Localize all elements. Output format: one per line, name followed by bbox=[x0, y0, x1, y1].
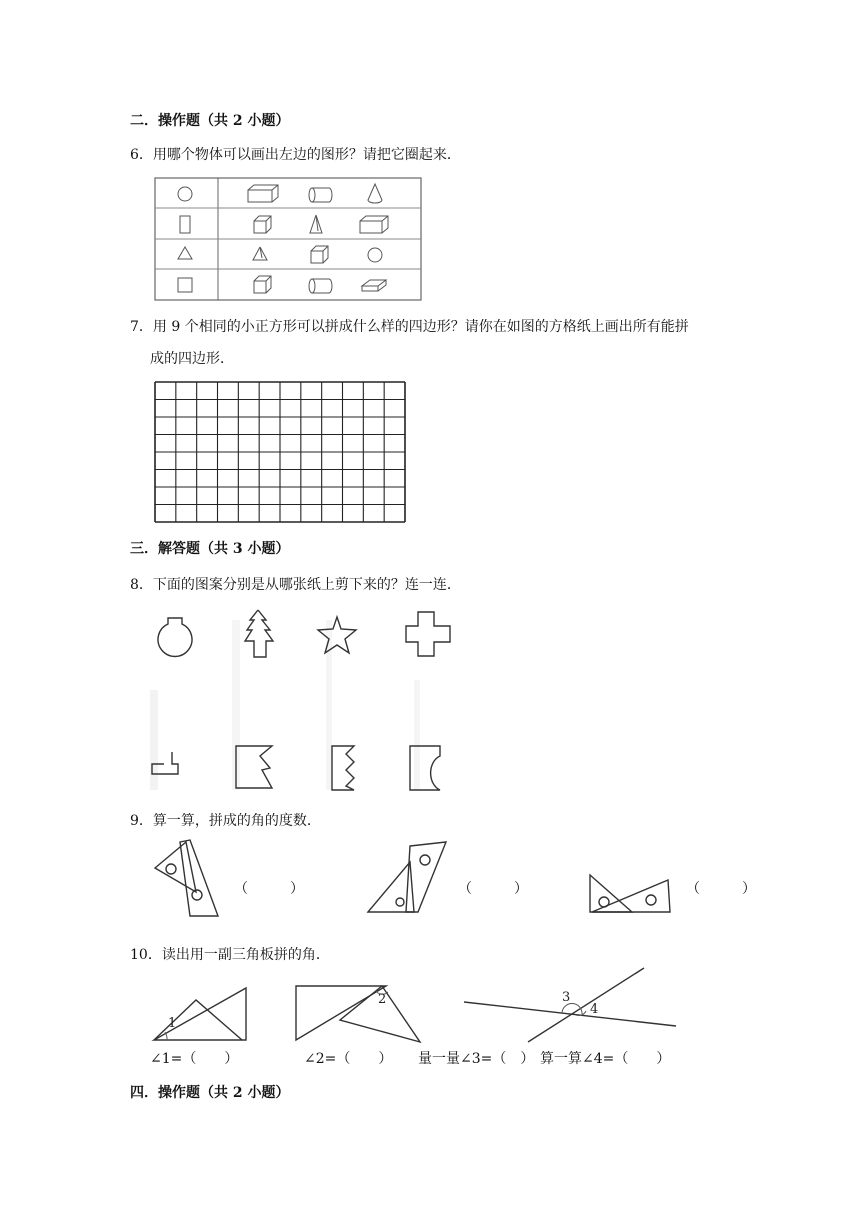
question-7-line-1: 7．用 9 个相同的小正方形可以拼成什么样的四边形？请你在如图的方格纸上画出所有能拼 bbox=[130, 319, 689, 335]
angle-3-label: 3 bbox=[562, 990, 571, 1005]
section-heading-4: 四．操作题（共 2 小题） bbox=[130, 1085, 290, 1101]
question-7-line-2: 成的四边形． bbox=[150, 351, 234, 367]
q9-answer-blank-1[interactable]: （ ） bbox=[234, 881, 304, 897]
question-6: 6．用哪个物体可以画出左边的图形？请把它圈起来． bbox=[130, 147, 461, 163]
angle-4-answer[interactable]: 算一算∠4=（ ） bbox=[540, 1051, 671, 1067]
question-10: 10．读出用一副三角板拼的角． bbox=[130, 947, 330, 963]
question-9: 9．算一算，拼成的角的度数． bbox=[130, 813, 321, 829]
question-8: 8．下面的图案分别是从哪张纸上剪下来的？连一连． bbox=[130, 577, 461, 593]
angle-3-answer[interactable]: 量一量∠3=（ ） bbox=[418, 1051, 535, 1067]
angle-2-answer[interactable]: ∠2=（ ） bbox=[304, 1051, 393, 1067]
section-heading-2: 二．操作题（共 2 小题） bbox=[130, 113, 290, 129]
section-heading-3: 三．解答题（共 3 小题） bbox=[130, 541, 290, 557]
angle-4-label: 4 bbox=[590, 1002, 599, 1017]
angle-1-label: 1 bbox=[168, 1016, 177, 1031]
angle-1-answer[interactable]: ∠1=（ ） bbox=[150, 1051, 239, 1067]
q9-answer-blank-3[interactable]: （ ） bbox=[686, 881, 756, 897]
q9-answer-blank-2[interactable]: （ ） bbox=[458, 881, 528, 897]
angle-2-label: 2 bbox=[378, 992, 387, 1007]
